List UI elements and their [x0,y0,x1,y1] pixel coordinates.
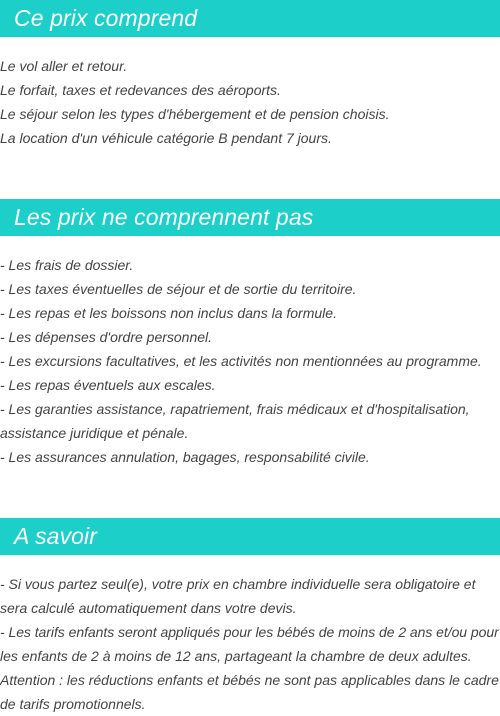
section-title: Les prix ne comprennent pas [14,204,314,230]
section-body-good-to-know [0,572,500,716]
section-body-price-excludes [0,253,500,469]
list-item: - Les frais de dossier. [0,257,134,273]
section-header-good-to-know [0,518,500,555]
list-item: - Les garanties assistance, rapatriement, frais médicaux et d'hospitalisation, [0,401,470,417]
section-body-price-includes [0,54,500,150]
section-title: Ce prix comprend [14,5,198,31]
list-item: La location d'un véhicule catégorie B pendant 7 jours. [0,130,332,146]
list-item: Le vol aller et retour. [0,58,128,74]
list-item: - Les assurances annulation, bagages, responsabilité civile. [0,449,370,465]
list-item: - Les repas et les boissons non inclus dans la formule. [0,305,337,321]
section-title: A savoir [14,523,98,549]
list-item: - Les dépenses d'ordre personnel. [0,329,213,345]
list-item-continuation: sera calculé automatiquement dans votre devis. [0,600,297,616]
notice-line-continuation: de tarifs promotionnels. [0,696,146,712]
section-header-price-excludes [0,199,500,236]
list-item: - Les excursions facultatives, et les activités non mentionnées au programme. [0,353,482,369]
list-item: - Les repas éventuels aux escales. [0,377,216,393]
list-item-continuation: les enfants de 2 à moins de 12 ans, partageant la chambre de deux adultes. [0,648,472,664]
list-item: Le forfait, taxes et redevances des aéroports. [0,82,281,98]
notice-line: Attention : les réductions enfants et bébés ne sont pas applicables dans le cadre [0,672,499,688]
list-item: - Si vous partez seul(e), votre prix en chambre individuelle sera obligatoire et [0,576,476,592]
list-item-continuation: assistance juridique et pénale. [0,425,189,441]
section-header-price-includes [0,0,500,37]
list-item: - Les tarifs enfants seront appliqués pour les bébés de moins de 2 ans et/ou pour [0,624,499,640]
list-item: Le séjour selon les types d'hébergement et de pension choisis. [0,106,390,122]
list-item: - Les taxes éventuelles de séjour et de sortie du territoire. [0,281,357,297]
